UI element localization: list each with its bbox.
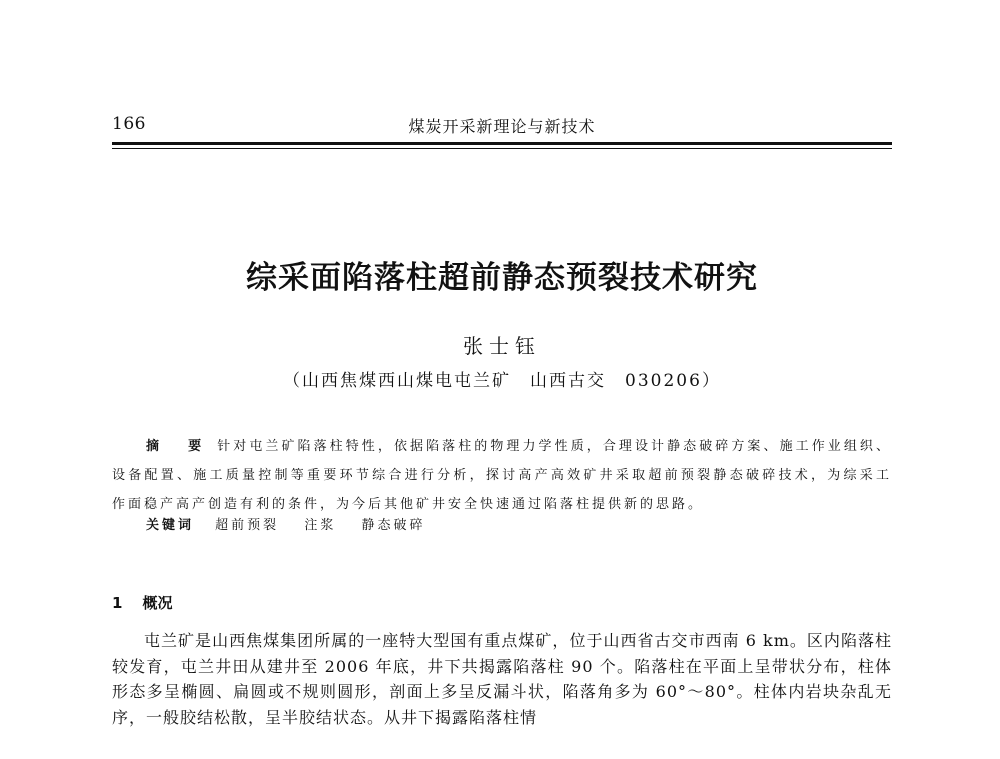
body-paragraph: 屯兰矿是山西焦煤集团所属的一座特大型国有重点煤矿，位于山西省古交市西南 6 km。区内陷落柱较发育，屯兰井田从建井至 2006 年底，井下共揭露陷落柱 90 个。陷落柱在平面上呈带状分布，柱体形态多呈椭圆、扁圆或不规则圆形，剖面上多呈反漏斗状，陷落角多为 60°～80°。柱体内岩块杂乱无序，一般胶结松散，呈半胶结状态。从井下揭露陷落柱情 [112,631,892,727]
keywords [146,514,892,533]
keyword-item: 超前预裂 [215,518,280,533]
keyword-item: 静态破碎 [361,518,426,533]
keywords-label: 关键词 [146,518,195,533]
running-title: 煤炭开采新理论与新技术 [408,117,596,136]
section-title: 概况 [142,594,173,612]
author-name: 张士钰 [463,334,541,358]
section-heading [112,592,172,613]
abstract [112,432,892,519]
abstract-label: 摘 要 [146,439,210,454]
header-rule-thick [112,142,892,145]
abstract-text: 针对屯兰矿陷落柱特性，依据陷落柱的物理力学性质，合理设计静态破碎方案、施工作业组织、设备配置、施工质量控制等重要环节综合进行分析，探讨高产高效矿井采取超前预裂静态破碎技术，为综采工作面稳产高产创造有利的条件，为今后其他矿井安全快速通过陷落柱提供新的思路。 [112,439,892,512]
author-affiliation: （山西焦煤西山煤电屯兰矿 山西古交 030206） [283,371,721,391]
header-rule-thin [112,148,892,149]
keyword-item: 注浆 [304,518,337,533]
page-number: 166 [112,114,146,134]
page-header [112,110,892,138]
paper-title: 综采面陷落柱超前静态预裂技术研究 [246,260,758,296]
section-number: 1 [112,594,123,612]
